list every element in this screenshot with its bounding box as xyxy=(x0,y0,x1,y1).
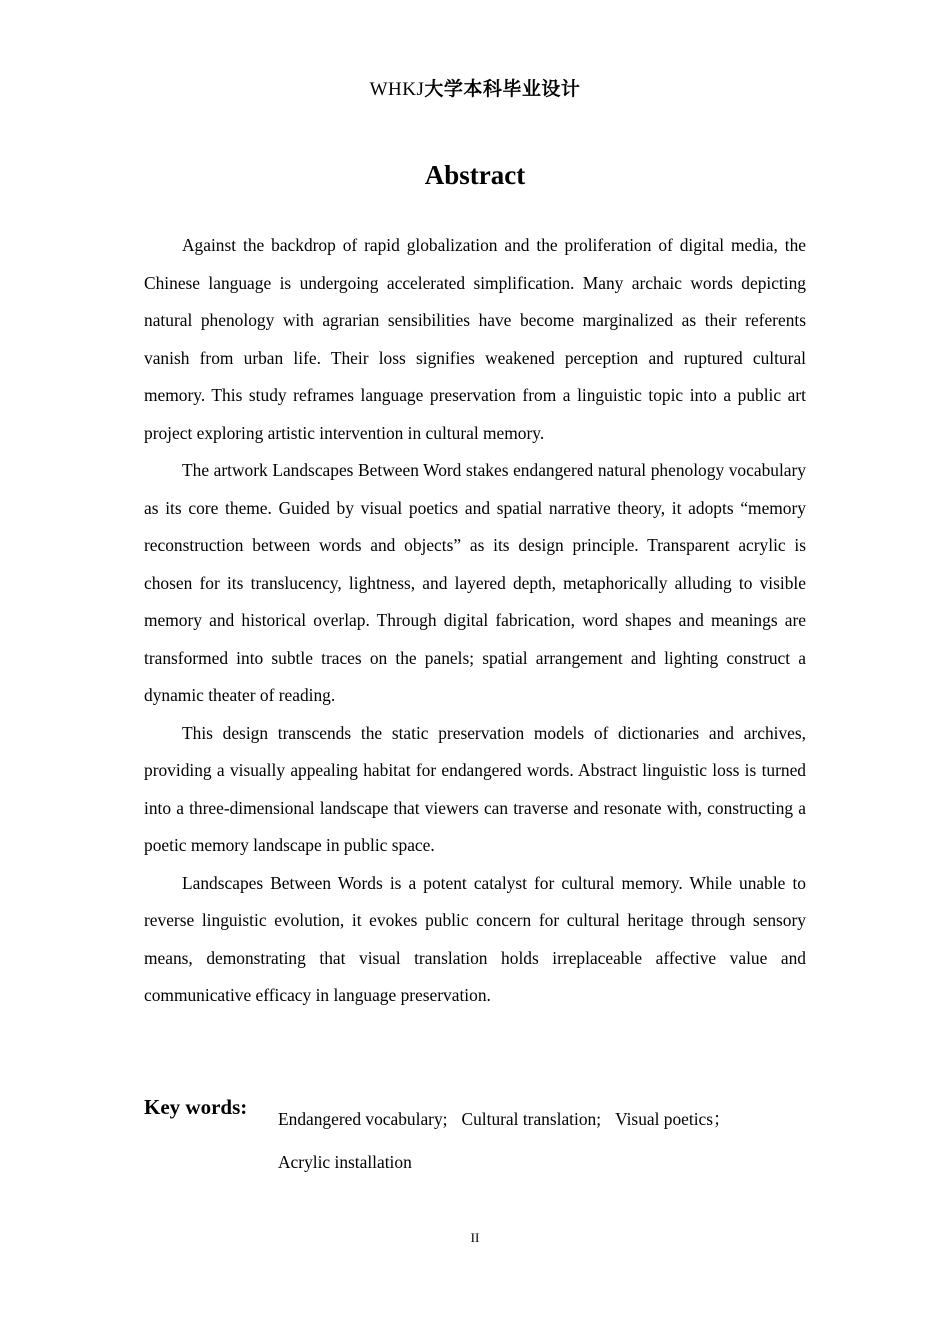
abstract-body xyxy=(144,227,806,1015)
header-institution-code: WHKJ xyxy=(369,79,425,100)
keyword-item: Visual poetics； xyxy=(615,1109,731,1129)
abstract-title: Abstract xyxy=(424,160,526,190)
running-header xyxy=(0,74,950,101)
abstract-paragraph-2: The artwork Landscapes Between Word stakes endangered natural phenology vocabulary as its core theme. Guided by visual poetics and spatial narrative theory, it adopts “memory reconstruction between words and objects” as its design principle. Transparent acrylic is chosen for its translucency, lightness, and layered depth, metaphorically alluding to visible memory and historical overlap. Through digital fabrication, word shapes and meanings are transformed into subtle traces on the panels; spatial arrangement and lighting construct a dynamic theater of reading. xyxy=(144,460,806,705)
page-number: II xyxy=(470,1230,480,1245)
keyword-item: Cultural translation; xyxy=(461,1109,602,1129)
header-document-type: 大学本科毕业设计 xyxy=(424,78,581,100)
abstract-paragraph-1: Against the backdrop of rapid globalization and the proliferation of digital media, the Chinese language is undergoing accelerated simplification. Many archaic words depicting natural phenology with agrarian sensibilities have become marginalized as their referents vanish from urban life. Their loss signifies weakened perception and ruptured cultural memory. This study reframes language preservation from a linguistic topic into a public art project exploring artistic intervention in cultural memory. xyxy=(144,235,806,443)
keyword-item: Acrylic installation xyxy=(278,1152,412,1172)
keywords-label: Key words: xyxy=(144,1095,248,1119)
abstract-paragraph-4: Landscapes Between Words is a potent catalyst for cultural memory. While unable to reverse linguistic evolution, it evokes public concern for cultural heritage through sensory means, demonstrating that visual translation holds irreplaceable affective value and communicative efficacy in language preservation. xyxy=(144,872,806,1005)
keywords-list xyxy=(278,1098,798,1184)
keyword-item: Endangered vocabulary; xyxy=(278,1109,448,1129)
abstract-paragraph-3: This design transcends the static preservation models of dictionaries and archives, providing a visually appealing habitat for endangered words. Abstract linguistic loss is turned into a three-dimensional landscape that viewers can traverse and resonate with, constructing a poetic memory landscape in public space. xyxy=(144,722,806,855)
